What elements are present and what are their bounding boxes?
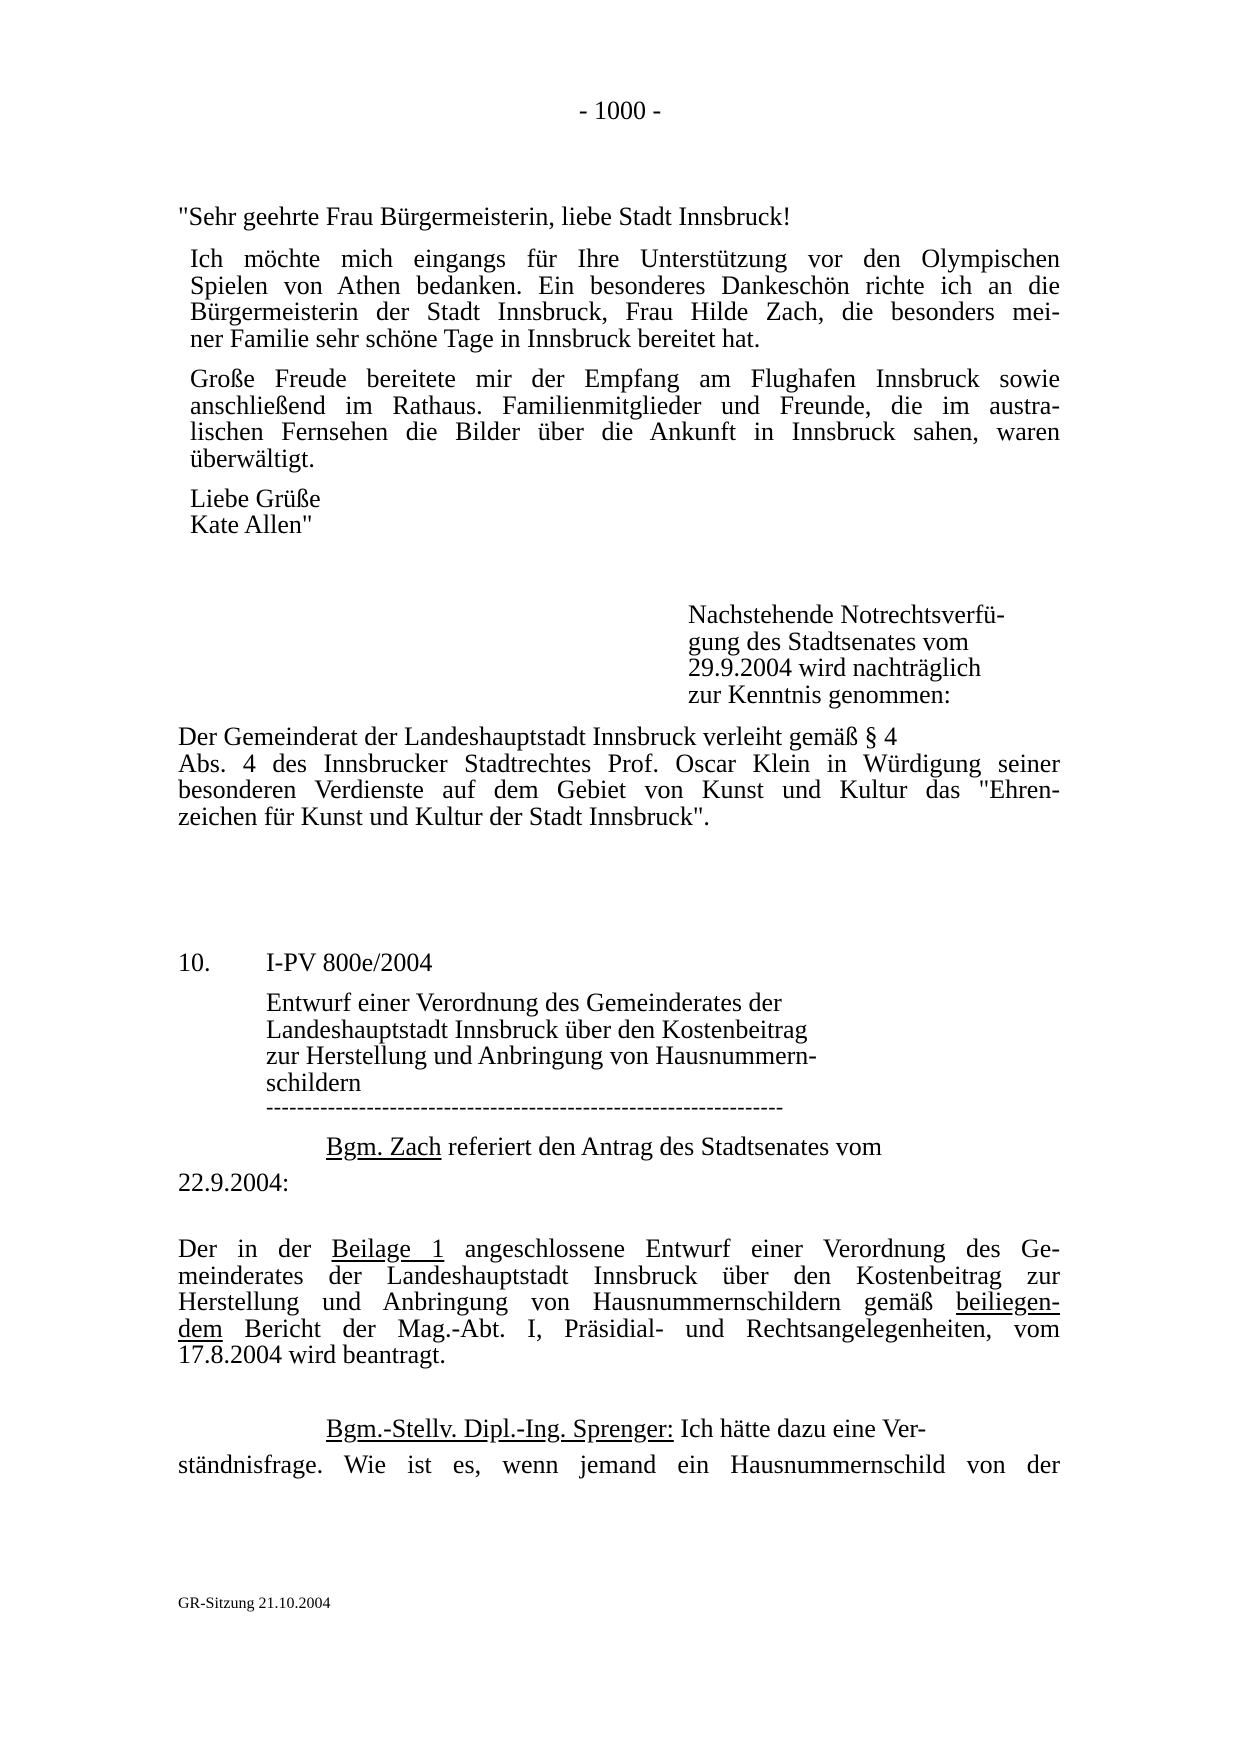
- report-date: 22.9.2004:: [178, 1168, 290, 1197]
- item-title-line-3: zur Herstellung und Anbringung von Hausnummern-: [266, 1041, 817, 1070]
- decree-paragraph: [178, 724, 1060, 830]
- side-note-line-3: 29.9.2004 wird nachträglich: [688, 653, 982, 682]
- letter-p1-line-3: Bürgermeisterin der Stadt Innsbruck, Frau Hilde Zach, die besonders mei-: [190, 297, 1060, 326]
- letter-p2-line-2: anschließend im Rathaus. Familienmitglieder und Freunde, die im austra-: [190, 390, 1060, 420]
- decree-line-1: Der Gemeinderat der Landeshauptstadt Innsbruck verleiht gemäß § 4: [178, 722, 898, 751]
- letter-p2-line-1: Große Freude bereitete mir der Empfang am Flughafen Innsbruck sowie: [190, 364, 1060, 393]
- letter-p1-line-4: ner Familie sehr schöne Tage in Innsbruck bereitet hat.: [190, 323, 761, 353]
- motion-paragraph: [178, 1236, 1060, 1369]
- motion-line-2: meinderates der Landeshauptstadt Innsbruck über den Kostenbeitrag zur: [178, 1260, 1060, 1290]
- motion-l1-b: angeschlossene Entwurf einer Verordnung des Ge-: [444, 1234, 1060, 1263]
- item-code: I-PV 800e/2004: [266, 948, 433, 977]
- side-note: [688, 602, 1068, 708]
- motion-l4-b: Bericht der Mag.-Abt. I, Präsidial- und Rechtsangelegenheiten, vom: [222, 1313, 1060, 1343]
- letter-p2-line-4: überwältigt.: [190, 443, 315, 473]
- footer-session-date: GR-Sitzung 21.10.2004: [178, 1595, 331, 1612]
- letter-salutation: "Sehr geehrte Frau Bürgermeisterin, liebe Stadt Innsbruck!: [178, 202, 792, 231]
- report-speaker: Bgm. Zach: [326, 1132, 442, 1161]
- item-title-line-2: Landeshauptstadt Innsbruck über den Kostenbeitrag: [266, 1014, 808, 1044]
- side-note-line-1: Nachstehende Notrechtsverfü-: [688, 600, 1005, 629]
- motion-line-4: [178, 1313, 1060, 1343]
- motion-l1-a: Der in der: [178, 1234, 332, 1263]
- letter-closing: Liebe Grüße: [190, 484, 321, 513]
- letter-p2-line-3: lischen Fernsehen die Bilder über die Ankunft in Innsbruck sahen, waren: [190, 417, 1060, 446]
- page-number: - 1000 -: [578, 96, 662, 125]
- item-separator: -------------------------------------------------------------------: [266, 1094, 784, 1119]
- speech-l1-rest: Ich hätte dazu eine Ver-: [673, 1414, 927, 1443]
- item-title-line-4: schildern: [266, 1067, 362, 1097]
- decree-line-4: zeichen für Kunst und Kultur der Stadt Innsbruck".: [178, 801, 710, 831]
- motion-l3-a: Herstellung und Anbringung von Hausnummernschildern gemäß: [178, 1287, 957, 1316]
- letter-p1-line-1: Ich möchte mich eingangs für Ihre Unterstützung vor den Olympischen: [190, 244, 1060, 273]
- bericht-link-part-1: beiliegen-: [956, 1287, 1060, 1316]
- decree-line-2: Abs. 4 des Innsbrucker Stadtrechtes Prof. Oscar Klein in Würdigung seiner: [178, 748, 1060, 778]
- report-line: [326, 1134, 882, 1161]
- motion-line-3: [178, 1289, 1060, 1316]
- motion-line-5: 17.8.2004 wird beantragt.: [178, 1340, 446, 1369]
- item-number: 10.: [178, 948, 211, 977]
- report-text: referiert den Antrag des Stadtsenates vom: [441, 1132, 882, 1161]
- item-title: [266, 990, 906, 1096]
- item-title-line-1: Entwurf einer Verordnung des Gemeinderates der: [266, 988, 782, 1017]
- speech-l2-text: ständnisfrage. Wie ist es, wenn jemand ein Hausnummernschild von der: [178, 1450, 1060, 1479]
- speech-line-2: [178, 1452, 1060, 1479]
- speech-line-1: [326, 1416, 926, 1443]
- beilage-link: Beilage 1: [331, 1234, 445, 1263]
- decree-line-3: besonderen Verdienste auf dem Gebiet von Kunst und Kultur das "Ehren-: [178, 775, 1060, 804]
- side-note-line-4: zur Kenntnis genommen:: [688, 679, 951, 709]
- speech-speaker: Bgm.-Stellv. Dipl.-Ing. Sprenger:: [326, 1414, 674, 1443]
- letter-p1-line-2: Spielen von Athen bedanken. Ein besonderes Dankeschön richte ich an die: [190, 270, 1060, 300]
- side-note-line-2: gung des Stadtsenates vom: [688, 626, 969, 656]
- letter-paragraph-2: [190, 366, 1060, 472]
- letter-paragraph-1: [190, 246, 1060, 352]
- motion-line-1: [178, 1236, 1060, 1263]
- bericht-link-part-2: dem: [178, 1313, 223, 1343]
- letter-signature: Kate Allen": [190, 510, 313, 539]
